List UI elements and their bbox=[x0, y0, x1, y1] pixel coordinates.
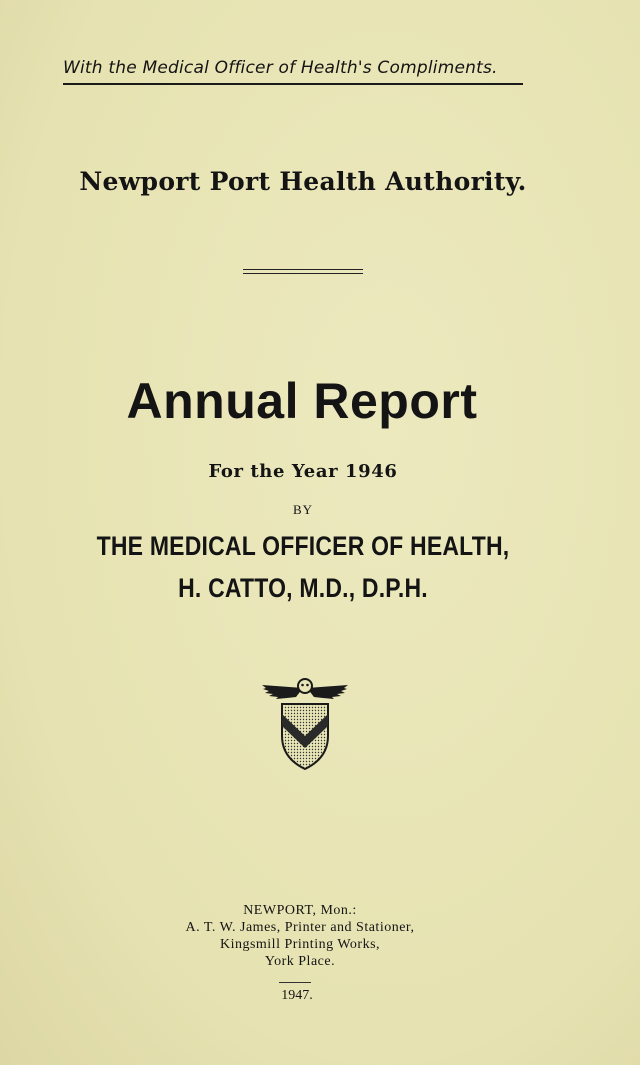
imprint-short-rule bbox=[279, 982, 311, 983]
by-label: BY bbox=[292, 502, 314, 517]
officer-name: H. CATTO, M.D., D.P.H. bbox=[178, 572, 428, 603]
imprint-line: York Place. bbox=[264, 954, 336, 969]
authority-heading: Newport Port Health Authority. bbox=[79, 167, 527, 196]
winged-shield-crest-icon bbox=[260, 676, 350, 772]
imprint-line: A. T. W. James, Printer and Stationer, bbox=[185, 920, 415, 935]
report-title: Annual Report bbox=[126, 373, 478, 429]
compliments-underline bbox=[63, 83, 523, 85]
imprint-line: Kingsmill Printing Works, bbox=[219, 937, 381, 952]
report-year-line: For the Year 1946 bbox=[208, 461, 398, 482]
print-year: 1947. bbox=[281, 988, 313, 1003]
printer-imprint bbox=[0, 902, 600, 970]
imprint-line: NEWPORT, Mon.: bbox=[243, 903, 357, 918]
double-rule-divider bbox=[243, 269, 363, 274]
officer-title: THE MEDICAL OFFICER OF HEALTH, bbox=[96, 530, 510, 561]
compliments-line: With the Medical Officer of Health's Compliments. bbox=[63, 58, 498, 78]
